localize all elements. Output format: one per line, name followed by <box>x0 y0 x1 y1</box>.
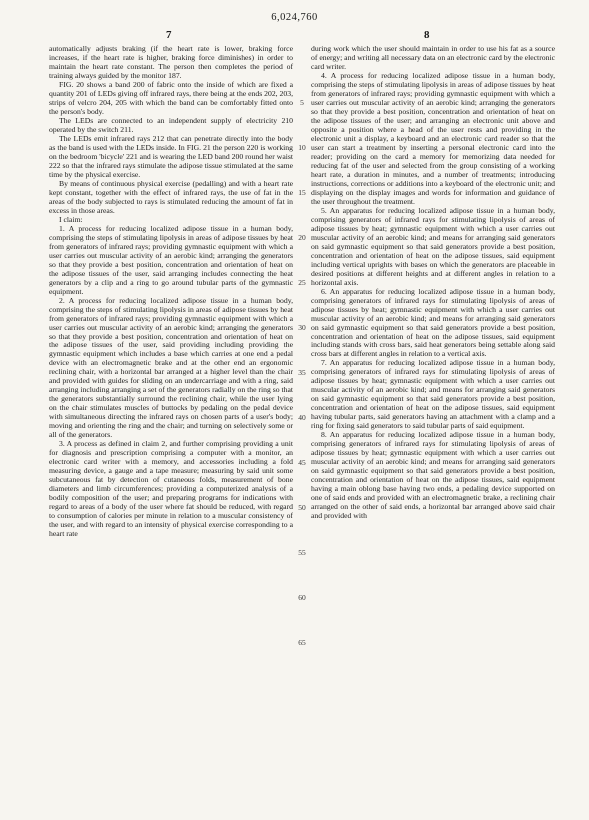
claim-1: 1. A process for reducing localized adipose tissue in a human body, comprising the steps of stimulating lipolysis in areas of adipose tissues by heat from generators of infrared rays; providing gymnastic equipment with which a user carries out muscular activity of an aerobic kind; arranging the generators so that they provide a best position, concentration and orientation of heat on the adipose tissues of the user, said arranging includes connecting the heat generators by a clip and a ring to go around tubular parts of the gymnastic equipment. <box>49 223 293 296</box>
paragraph: automatically adjusts braking (if the heart rate is lower, braking force increases, if the heart rate is higher, braking force diminishes) in order to maintain the heart rate constant. The person then completes the period of training always guided by the monitor 187. <box>49 44 293 80</box>
line-number: 50 <box>298 503 306 512</box>
line-number: 5 <box>300 98 304 107</box>
right-column-number: 8 <box>424 29 430 41</box>
line-number: 45 <box>298 458 306 467</box>
claim-7: 7. An apparatus for reducing localized adipose tissue in a human body, comprising generators of infrared rays for stimulating lipolysis of areas of adipose tissues by heat; gymnastic equipment with which a user carries out muscular activity of an aerobic kind; and means for arranging said generators on said gymnastic equipment so that said generators provide a best position, concentration and orientation of heat on the adipose tissues, said equipment having tubular parts, said generators having an attachment with a clamp and a ring for fixing said generators to said tubular parts of said equipment. <box>311 358 555 431</box>
claim-8: 8. An apparatus for reducing localized adipose tissue in a human body, comprising generators of infrared rays for stimulating lipolysis of areas of adipose tissues by heat; gymnastic equipment with which a user carries out muscular activity of an aerobic kind; and means for arranging said generators on said gymnastic equipment so that said generators provide a best position, concentration and orientation of heat on the adipose tissues, said equipment having a main oblong base having two ends, a pedaling device supported on one of said ends and provided with an electromagnetic brake, a reclining chair arranged on the other of said ends, a horizontal bar arranged above said chair and provided with <box>311 430 555 521</box>
claims-heading: I claim: <box>59 214 83 224</box>
paragraph: By means of continuous physical exercise (pedalling) and with a heart rate kept constant, together with the effect of infrared rays, the use of fat in the areas of the body subjected to rays is stimulated reducing the amount of fat in excess in those areas. <box>49 178 293 215</box>
line-number: 10 <box>298 143 306 152</box>
claim-5: 5. An apparatus for reducing localized adipose tissue in a human body, comprising generators of infrared rays for stimulating lipolysis of areas of adipose tissues by heat; gymnastic equipment with which a user carries out muscular activity of an aerobic kind; and means for arranging said generators on said gymnastic equipment so that said generators provide a best position, concentration and orientation of heat on the adipose tissues, said equipment including vertical uprights with bases on which the generators are placeable in desired positions at different heights and at different angles in relation to a horizontal axis. <box>311 205 555 287</box>
line-number: 30 <box>298 323 306 332</box>
line-number: 60 <box>298 593 306 602</box>
line-number: 40 <box>298 413 306 422</box>
claim-2: 2. A process for reducing localized adipose tissue in a human body, comprising the steps of stimulating lipolysis in areas of adipose tissues by heat from generators of infrared rays; providing gymnastic equipment with which a user carries out muscular activity of an aerobic kind; arranging the generators so that they provide a best position, concentration and orientation of heat on the adipose tissues of the user, said providing including providing the gymnastic equipment which includes a base which carries at one end a pedal device with an electromagnetic brake and at the other end an ergonomic reclining chair, with a horizontal bar arranged at a higher level than the chair and provided with guides for sliding on an undercarriage and with a ring, said arranging including arranging a set of the generators radially on the ring so that the generators substantially surround the reclining chair, while the user lying on the chair stimulates muscles of buttocks by pedaling on the pedal device with simultaneous directing the infrared rays on chosen parts of a user's body; moving and orienting the ring and the chair; and turning on selectively some or all of the generators. <box>49 295 293 440</box>
line-number: 35 <box>298 368 306 377</box>
left-column-number: 7 <box>166 29 172 41</box>
paragraph: The LEDs emit infrared rays 212 that can penetrate directly into the body as the band is used with the LEDs inside. In FIG. 21 the person 220 is working on the bedroom 'bicycle' 221 and is wearing the LED band 200 round her waist 222 so that the infrared rays stimulate the adipose tissue stimulated at the same time by the physical exercise. <box>49 133 293 179</box>
patent-number: 6,024,760 <box>271 12 318 23</box>
left-text-column <box>49 44 293 538</box>
line-number: 65 <box>298 638 306 647</box>
paragraph: The LEDs are connected to an independent supply of electricity 210 operated by the switch 211. <box>49 115 293 134</box>
line-number: 15 <box>298 188 306 197</box>
paragraph: FIG. 20 shows a band 200 of fabric onto the inside of which are fixed a quantity 201 of LEDs giving off infrared rays, there being at the ends 202, 203, strips of velcro 204, 205 with which the band can be comfortably fitted onto the person's body. <box>49 79 293 116</box>
paragraph: during work which the user should maintain in order to use his fat as a source of energy; and writing all necessary data on an electronic card by the electronic card writer. <box>311 44 555 71</box>
claim-3: 3. A process as defined in claim 2, and further comprising providing a unit for diagnosis and prescription comprising a computer with a monitor, an electronic card writer with a memory, and accessories including a fold measuring device, a gauge and a tape measure; measuring by said unit some subcutaneous fat by detection of cutaneous folds, measurement of bone diameters and limb circumferences; providing a computerized analysis of a bodily composition of the user; and preparing programs for indications with regard to areas of a body of the user where fat should be reduced, with regard to consumption of calories per minute in relation to a muscular consistency of the user, and with regard to an intensity of physical exercise corresponding to a heart rate <box>49 439 293 539</box>
line-number: 25 <box>298 278 306 287</box>
line-number: 20 <box>298 233 306 242</box>
claim-4: 4. A process for reducing localized adipose tissue in a human body, comprising the steps of stimulating lipolysis in areas of adipose tissues by heat from generators of infrared rays; providing gymnastic equipment with which a user carries out muscular activity of an aerobic kind; arranging the generators so that they provide a best position, concentration and orientation of heat on the adipose tissues of the user; and arranging an electronic unit above and opposite a position where a head of the user rests and providing in the electronic unit a display, a keyboard and an electronic card reader so that the user can start a treatment by inserting a personal electronic card into the reader; providing on the card a memory for memorizing data needed for reducing fat of the user and selected from the group consisting of a working heart rate, a duration in minutes, and a number of treatments; introducing instructions, corrections or additions into a keyboard of the electronic unit; and displaying on the display images and words for information and guidance of the user throughout the treatment. <box>311 70 555 206</box>
right-text-column <box>311 44 555 520</box>
claim-6: 6. An apparatus for reducing localized adipose tissue in a human body, comprising generators of infrared rays for stimulating lipolysis of areas of adipose tissues by heat; gymnastic equipment with which a user carries out muscular activity of an aerobic kind; and means for arranging said generators on said gymnastic equipment so that said generators provide a best position, concentration and orientation of heat on the adipose tissues, said equipment including stands with cross bars, said heat generators being settable along said cross bars at different angles in relation to a vertical axis. <box>311 286 555 359</box>
line-number: 55 <box>298 548 306 557</box>
